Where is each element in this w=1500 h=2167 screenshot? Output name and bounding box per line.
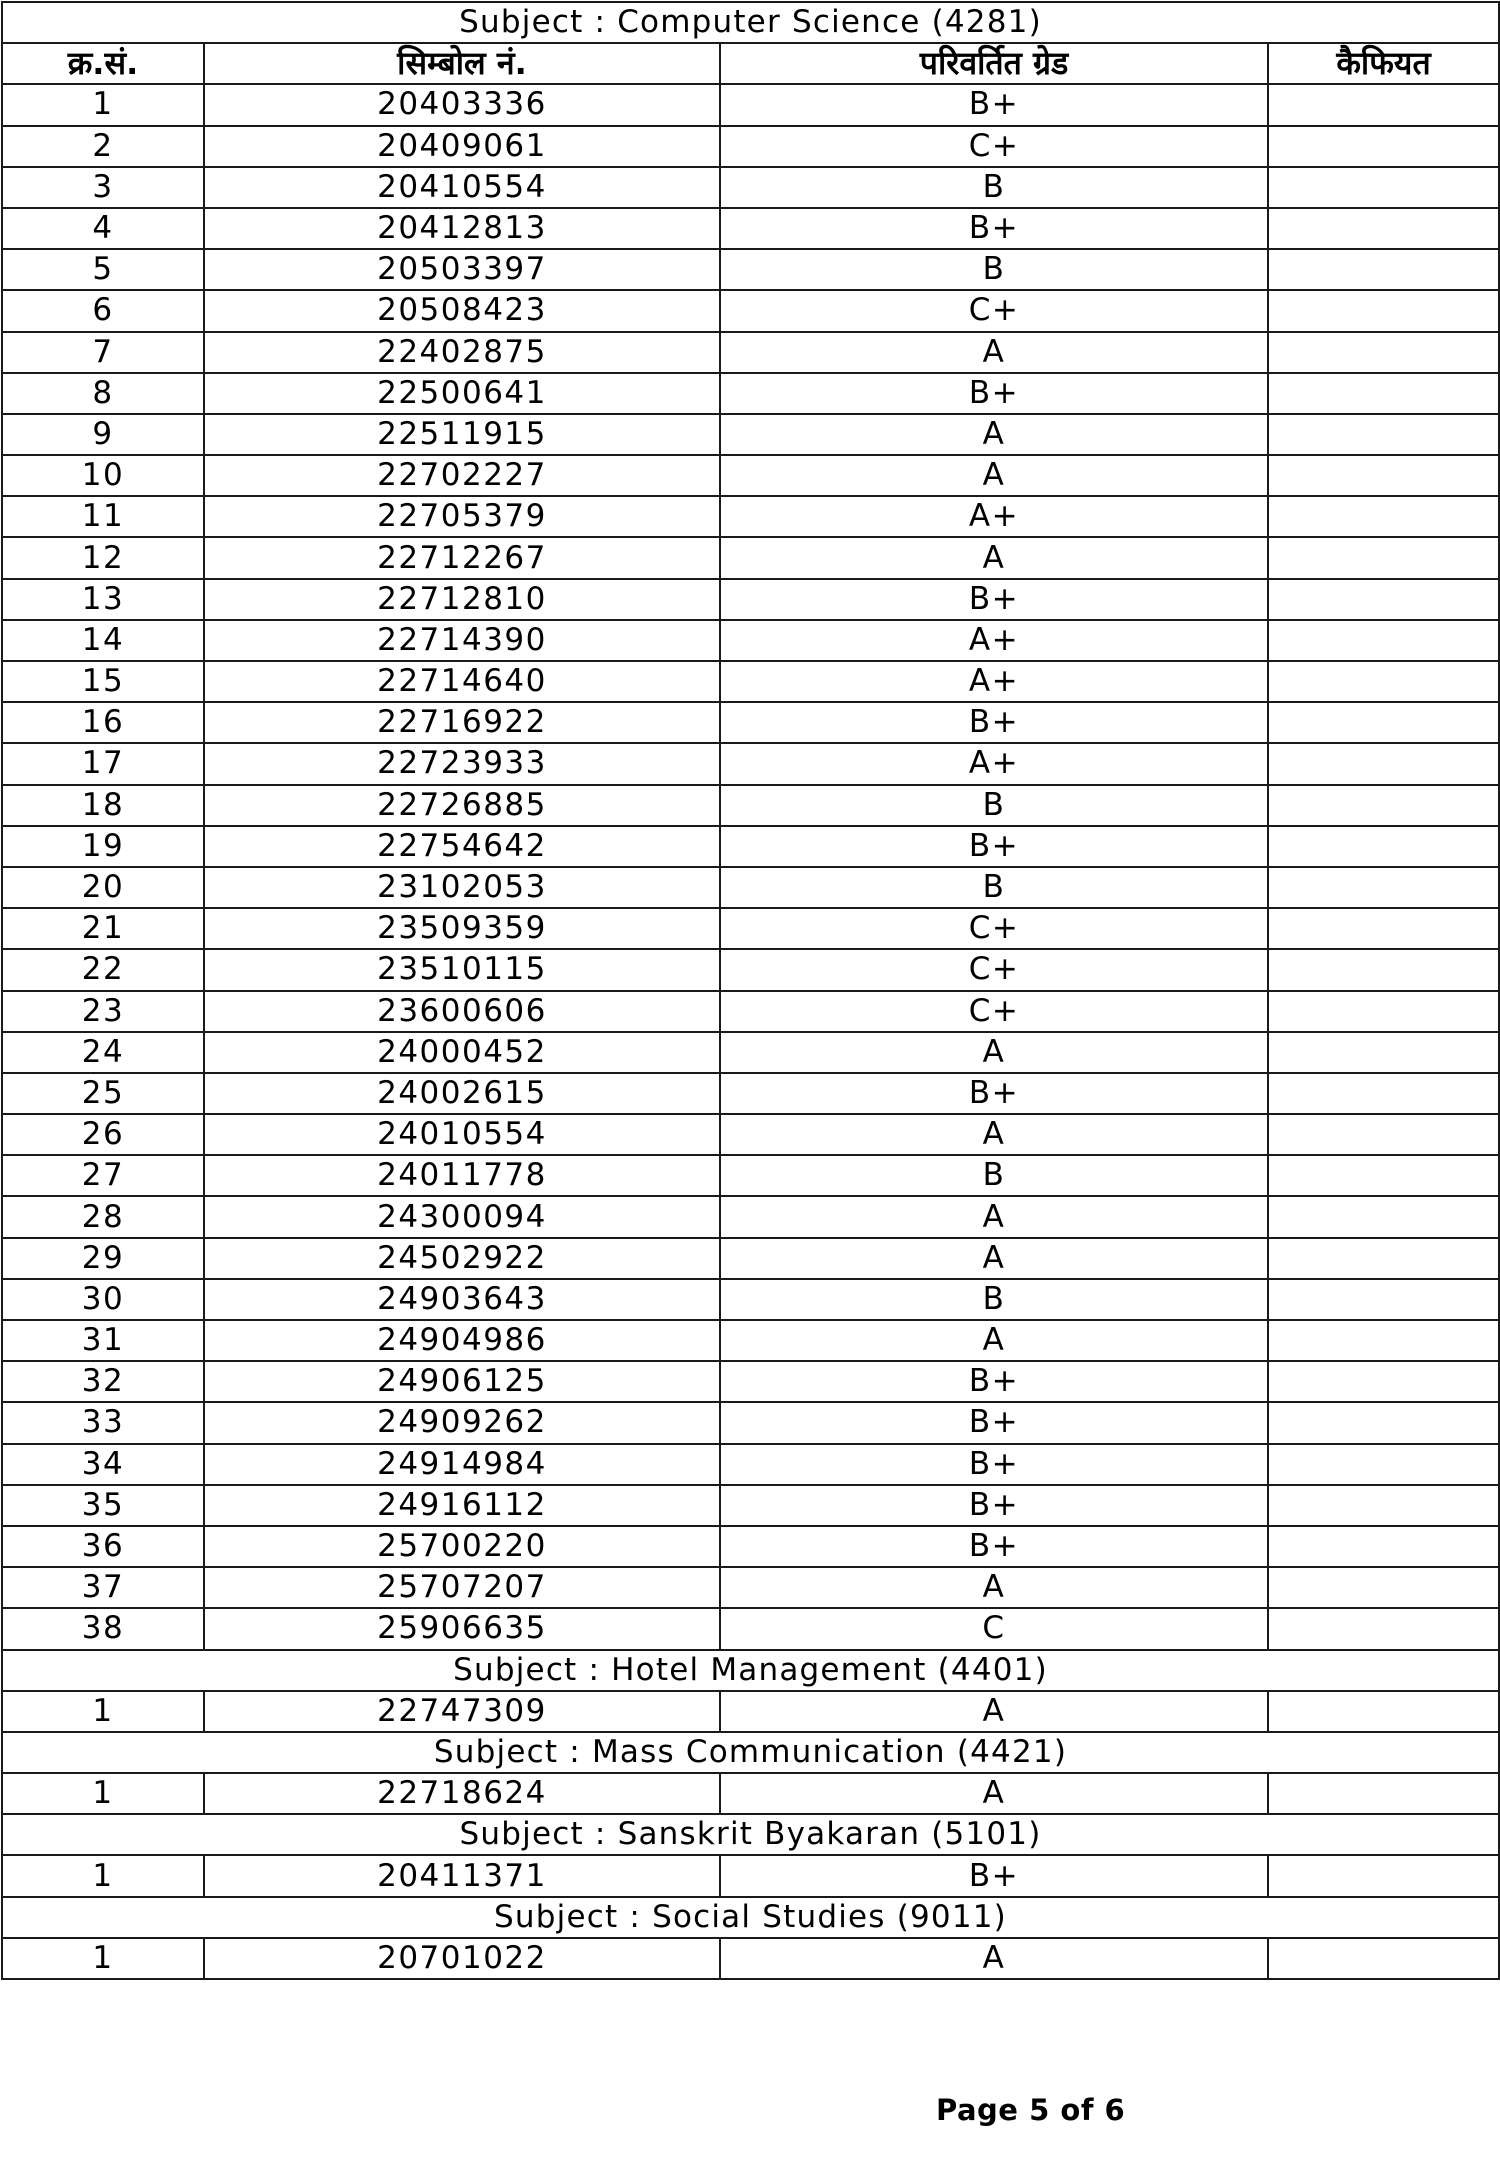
revised-grade-cell: B+ [720,826,1268,867]
column-header-row [2,43,1499,84]
symbol-number-cell: 24010554 [204,1114,720,1155]
serial-number-cell: 9 [2,414,204,455]
revised-grade-cell: A+ [720,496,1268,537]
revised-grade-cell: B+ [720,1361,1268,1402]
table-row [2,1526,1499,1567]
table-row [2,1320,1499,1361]
table-row [2,1073,1499,1114]
table-row [2,1361,1499,1402]
remarks-cell [1268,1196,1499,1237]
serial-number-cell: 34 [2,1444,204,1485]
table-row [2,1567,1499,1608]
revised-grade-cell: B [720,249,1268,290]
revised-grade-cell: A+ [720,743,1268,784]
serial-number-cell: 25 [2,1073,204,1114]
table-row [2,290,1499,331]
revised-grade-cell: B+ [720,579,1268,620]
remarks-header: कैफियत [1268,43,1499,84]
serial-number-cell: 31 [2,1320,204,1361]
revised-grade-cell: A [720,1938,1268,1979]
revised-grade-cell: B [720,1155,1268,1196]
symbol-number-cell: 22747309 [204,1691,720,1732]
table-row [2,579,1499,620]
table-row [2,1608,1499,1649]
subject-title-row [2,1650,1499,1691]
remarks-cell [1268,579,1499,620]
table-row [2,167,1499,208]
table-row [2,826,1499,867]
symbol-number-cell: 20701022 [204,1938,720,1979]
symbol-number-cell: 20411371 [204,1855,720,1896]
revised-grade-cell: C+ [720,949,1268,990]
serial-number-cell: 20 [2,867,204,908]
serial-number-cell: 1 [2,1691,204,1732]
remarks-cell [1268,661,1499,702]
serial-number-cell: 24 [2,1032,204,1073]
serial-number-cell: 29 [2,1238,204,1279]
revised-grade-cell: C+ [720,290,1268,331]
serial-number-cell: 21 [2,908,204,949]
serial-number-cell: 2 [2,126,204,167]
table-row [2,661,1499,702]
serial-number-cell: 7 [2,332,204,373]
revised-grade-cell: A [720,332,1268,373]
symbol-number-cell: 22712267 [204,537,720,578]
table-row [2,785,1499,826]
subject-title: Subject : Sanskrit Byakaran (5101) [2,1814,1499,1855]
serial-number-cell: 30 [2,1279,204,1320]
remarks-cell [1268,537,1499,578]
serial-number-cell: 32 [2,1361,204,1402]
serial-number-cell: 18 [2,785,204,826]
table-row [2,743,1499,784]
revised-grade-cell: A+ [720,620,1268,661]
table-row [2,1114,1499,1155]
symbol-number-cell: 25906635 [204,1608,720,1649]
symbol-number-cell: 22402875 [204,332,720,373]
remarks-cell [1268,785,1499,826]
table-row [2,1402,1499,1443]
remarks-cell [1268,1485,1499,1526]
revised-grade-cell: A [720,1691,1268,1732]
revised-grade-cell: B+ [720,1402,1268,1443]
table-row [2,1691,1499,1732]
remarks-cell [1268,1567,1499,1608]
serial-number-header: क्र.सं. [2,43,204,84]
remarks-cell [1268,167,1499,208]
symbol-number-cell: 23600606 [204,991,720,1032]
serial-number-cell: 1 [2,1855,204,1896]
subject-title: Subject : Mass Communication (4421) [2,1732,1499,1773]
symbol-number-cell: 22754642 [204,826,720,867]
symbol-number-cell: 25707207 [204,1567,720,1608]
symbol-number-cell: 24909262 [204,1402,720,1443]
serial-number-cell: 17 [2,743,204,784]
symbol-number-cell: 22726885 [204,785,720,826]
symbol-number-cell: 24903643 [204,1279,720,1320]
remarks-cell [1268,1938,1499,1979]
subject-title-row [2,1897,1499,1938]
remarks-cell [1268,702,1499,743]
serial-number-cell: 27 [2,1155,204,1196]
revised-grade-cell: A [720,414,1268,455]
remarks-cell [1268,1773,1499,1814]
remarks-cell [1268,1402,1499,1443]
table-row [2,496,1499,537]
symbol-number-cell: 22511915 [204,414,720,455]
table-row [2,1279,1499,1320]
revised-grade-cell: A [720,1238,1268,1279]
symbol-number-cell: 20508423 [204,290,720,331]
table-row [2,84,1499,125]
table-row [2,949,1499,990]
remarks-cell [1268,1114,1499,1155]
symbol-number-cell: 24906125 [204,1361,720,1402]
serial-number-cell: 22 [2,949,204,990]
revised-grade-cell: B [720,167,1268,208]
revised-grade-cell: A+ [720,661,1268,702]
serial-number-cell: 28 [2,1196,204,1237]
remarks-cell [1268,84,1499,125]
serial-number-cell: 1 [2,1938,204,1979]
revised-grade-cell: B+ [720,1485,1268,1526]
table-row [2,702,1499,743]
revised-grade-cell: C+ [720,908,1268,949]
table-row [2,332,1499,373]
serial-number-cell: 23 [2,991,204,1032]
symbol-number-cell: 23509359 [204,908,720,949]
serial-number-cell: 11 [2,496,204,537]
of-label: of [1060,2093,1094,2127]
remarks-cell [1268,867,1499,908]
remarks-cell [1268,620,1499,661]
serial-number-cell: 10 [2,455,204,496]
symbol-number-cell: 22702227 [204,455,720,496]
symbol-number-cell: 24002615 [204,1073,720,1114]
remarks-cell [1268,991,1499,1032]
table-row [2,373,1499,414]
serial-number-cell: 8 [2,373,204,414]
table-row [2,1938,1499,1979]
revised-grade-cell: A [720,1032,1268,1073]
remarks-cell [1268,1073,1499,1114]
symbol-number-cell: 23510115 [204,949,720,990]
subject-title-row [2,1814,1499,1855]
serial-number-cell: 3 [2,167,204,208]
symbol-number-cell: 24916112 [204,1485,720,1526]
revised-grade-cell: B+ [720,1526,1268,1567]
serial-number-cell: 15 [2,661,204,702]
table-row [2,1773,1499,1814]
symbol-number-cell: 24011778 [204,1155,720,1196]
symbol-number-cell: 24502922 [204,1238,720,1279]
symbol-number-cell: 22718624 [204,1773,720,1814]
serial-number-cell: 13 [2,579,204,620]
table-row [2,537,1499,578]
revised-grade-cell: B+ [720,702,1268,743]
remarks-cell [1268,908,1499,949]
symbol-number-header: सिम्बोल नं. [204,43,720,84]
serial-number-cell: 26 [2,1114,204,1155]
table-row [2,908,1499,949]
serial-number-cell: 37 [2,1567,204,1608]
grade-table-body [2,2,1499,1979]
table-row [2,208,1499,249]
table-row [2,620,1499,661]
revised-grade-cell: A [720,537,1268,578]
serial-number-cell: 5 [2,249,204,290]
page-current: 5 [1029,2093,1050,2127]
revised-grade-cell: C+ [720,126,1268,167]
table-row [2,249,1499,290]
serial-number-cell: 12 [2,537,204,578]
symbol-number-cell: 20403336 [204,84,720,125]
remarks-cell [1268,1691,1499,1732]
serial-number-cell: 36 [2,1526,204,1567]
table-row [2,455,1499,496]
table-row [2,1485,1499,1526]
symbol-number-cell: 23102053 [204,867,720,908]
subject-title-row [2,2,1499,43]
table-row [2,1155,1499,1196]
table-row [2,1032,1499,1073]
serial-number-cell: 14 [2,620,204,661]
symbol-number-cell: 22705379 [204,496,720,537]
table-row [2,1444,1499,1485]
serial-number-cell: 6 [2,290,204,331]
revised-grade-cell: A [720,1320,1268,1361]
remarks-cell [1268,249,1499,290]
remarks-cell [1268,1608,1499,1649]
serial-number-cell: 1 [2,1773,204,1814]
grade-table [1,1,1500,1980]
symbol-number-cell: 22716922 [204,702,720,743]
table-row [2,126,1499,167]
remarks-cell [1268,1238,1499,1279]
revised-grade-cell: A [720,1773,1268,1814]
remarks-cell [1268,1444,1499,1485]
table-row [2,1855,1499,1896]
remarks-cell [1268,1320,1499,1361]
remarks-cell [1268,1526,1499,1567]
symbol-number-cell: 24904986 [204,1320,720,1361]
symbol-number-cell: 20409061 [204,126,720,167]
symbol-number-cell: 20410554 [204,167,720,208]
symbol-number-cell: 25700220 [204,1526,720,1567]
serial-number-cell: 16 [2,702,204,743]
remarks-cell [1268,1155,1499,1196]
remarks-cell [1268,1279,1499,1320]
remarks-cell [1268,373,1499,414]
revised-grade-cell: B+ [720,1073,1268,1114]
revised-grade-cell: B [720,1279,1268,1320]
symbol-number-cell: 24914984 [204,1444,720,1485]
symbol-number-cell: 22714390 [204,620,720,661]
remarks-cell [1268,743,1499,784]
symbol-number-cell: 20412813 [204,208,720,249]
remarks-cell [1268,1032,1499,1073]
revised-grade-cell: C [720,1608,1268,1649]
page-label: Page [936,2093,1019,2127]
revised-grade-cell: B [720,785,1268,826]
revised-grade-cell: A [720,1567,1268,1608]
symbol-number-cell: 22714640 [204,661,720,702]
remarks-cell [1268,414,1499,455]
remarks-cell [1268,1855,1499,1896]
serial-number-cell: 35 [2,1485,204,1526]
serial-number-cell: 33 [2,1402,204,1443]
symbol-number-cell: 22723933 [204,743,720,784]
symbol-number-cell: 20503397 [204,249,720,290]
revised-grade-header: परिवर्तित ग्रेड [720,43,1268,84]
symbol-number-cell: 24300094 [204,1196,720,1237]
table-row [2,1238,1499,1279]
table-row [2,991,1499,1032]
subject-title: Subject : Social Studies (9011) [2,1897,1499,1938]
symbol-number-cell: 22712810 [204,579,720,620]
revised-grade-cell: C+ [720,991,1268,1032]
remarks-cell [1268,455,1499,496]
revised-grade-cell: A [720,455,1268,496]
revised-grade-cell: A [720,1114,1268,1155]
revised-grade-cell: B+ [720,208,1268,249]
serial-number-cell: 38 [2,1608,204,1649]
revised-grade-cell: B+ [720,373,1268,414]
table-row [2,1196,1499,1237]
serial-number-cell: 19 [2,826,204,867]
revised-grade-cell: B+ [720,1855,1268,1896]
revised-grade-cell: B+ [720,84,1268,125]
subject-title: Subject : Computer Science (4281) [2,2,1499,43]
table-row [2,867,1499,908]
subject-title-row [2,1732,1499,1773]
page-total: 6 [1104,2093,1126,2127]
remarks-cell [1268,208,1499,249]
remarks-cell [1268,1361,1499,1402]
symbol-number-cell: 22500641 [204,373,720,414]
remarks-cell [1268,126,1499,167]
symbol-number-cell: 24000452 [204,1032,720,1073]
revised-grade-cell: B+ [720,1444,1268,1485]
serial-number-cell: 4 [2,208,204,249]
remarks-cell [1268,949,1499,990]
table-row [2,414,1499,455]
subject-title: Subject : Hotel Management (4401) [2,1650,1499,1691]
page-footer [936,2093,1125,2127]
serial-number-cell: 1 [2,84,204,125]
revised-grade-cell: A [720,1196,1268,1237]
remarks-cell [1268,496,1499,537]
revised-grade-cell: B [720,867,1268,908]
remarks-cell [1268,332,1499,373]
remarks-cell [1268,826,1499,867]
remarks-cell [1268,290,1499,331]
